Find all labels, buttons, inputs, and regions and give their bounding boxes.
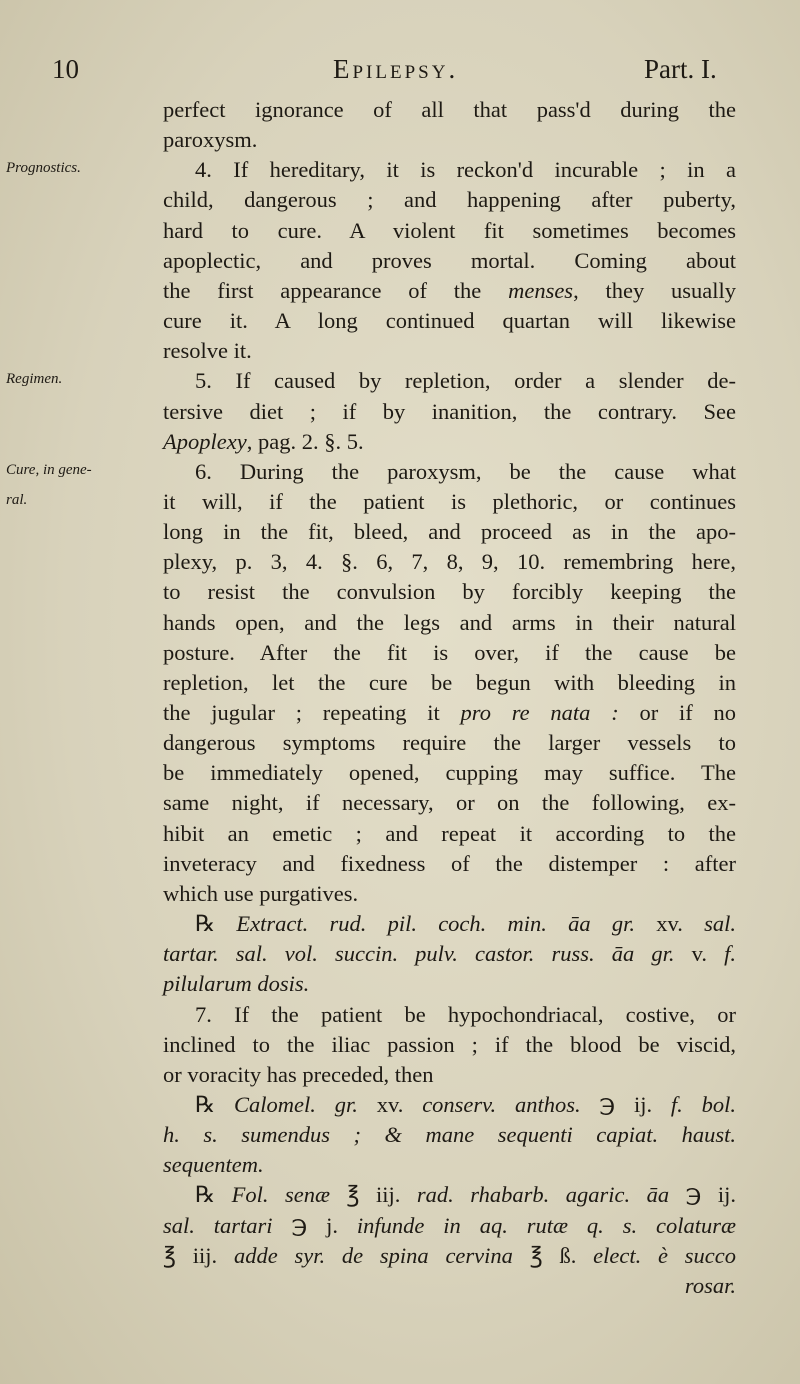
- text-segment: 4. If hereditary, it is reckon'd incurable ; in a: [195, 157, 736, 183]
- text-segment: hibit an emetic ; and repeat it according to the: [163, 820, 736, 846]
- text-segment: same night, if necessary, or on the following, ex-: [163, 790, 736, 816]
- text-segment: tersive diet ; if by inanition, the contrary. See: [163, 398, 736, 424]
- text-line: [163, 1031, 736, 1059]
- italic-text: f.: [724, 941, 736, 967]
- margin-note: Regimen.: [6, 371, 63, 388]
- text-segment: 5. If caused by repletion, order a slender de-: [195, 368, 736, 394]
- text-segment: , pag. 2. §. 5.: [246, 428, 364, 454]
- text-line: [163, 458, 736, 486]
- text-line: [163, 247, 736, 275]
- text-segment: repletion, let the cure be begun with bleeding in: [163, 669, 736, 695]
- margin-note: Cure, in gene-: [6, 461, 92, 478]
- text-line: [163, 428, 736, 456]
- text-segment: , they usually: [573, 277, 737, 303]
- text-segment: cure it. A long continued quartan will likewise: [163, 308, 736, 334]
- text-segment: apoplectic, and proves mortal. Coming about: [163, 247, 736, 273]
- text-line: [163, 1181, 736, 1209]
- text-segment: ℥ iij.: [330, 1182, 417, 1208]
- text-line: [163, 850, 736, 878]
- italic-text: infunde in aq. rutæ q. s. colaturæ: [356, 1212, 736, 1238]
- italic-text: Calomel. gr.: [234, 1091, 358, 1117]
- text-line: [163, 609, 736, 637]
- text-segment: plexy, p. 3, 4. §. 6, 7, 8, 9, 10. remembring here,: [163, 549, 736, 575]
- italic-text: Fol. senæ: [231, 1182, 331, 1208]
- text-line: [163, 639, 736, 667]
- text-segment: child, dangerous ; and happening after puberty,: [163, 187, 736, 213]
- text-line: [163, 156, 736, 184]
- text-segment: hands open, and the legs and arms in their natural: [163, 609, 736, 635]
- italic-text: rosar.: [684, 1272, 736, 1298]
- text-segment: ℞: [195, 1182, 232, 1208]
- text-segment: which use purgatives.: [163, 880, 359, 906]
- italic-text: sal. tartari: [163, 1212, 273, 1238]
- text-segment: ℞: [195, 911, 237, 937]
- text-line: [163, 1151, 736, 1179]
- text-line: [163, 699, 736, 727]
- text-line: [163, 367, 736, 395]
- text-segment: paroxysm.: [163, 127, 258, 153]
- text-segment: ℥ iij.: [163, 1242, 234, 1268]
- text-segment: the first appearance of the: [163, 277, 509, 303]
- text-line: [163, 1061, 736, 1089]
- text-segment: 6. During the paroxysm, be the cause what: [195, 458, 736, 484]
- text-line: [163, 669, 736, 697]
- text-segment: ℈ ij.: [580, 1091, 671, 1117]
- text-segment: dangerous symptoms require the larger vessels to: [163, 730, 736, 756]
- text-line: [163, 126, 736, 154]
- text-line: [163, 729, 736, 757]
- text-segment: ℥ ß.: [512, 1242, 594, 1268]
- italic-text: menses: [508, 277, 574, 303]
- text-line: [163, 759, 736, 787]
- text-segment: perfect ignorance of all that pass'd during the: [163, 97, 736, 122]
- text-segment: ℈ j.: [272, 1212, 357, 1238]
- page-number: 10: [52, 54, 79, 84]
- italic-text: pilularum dosis.: [163, 971, 310, 997]
- italic-text: sequentem.: [163, 1152, 264, 1178]
- text-line: [163, 1272, 736, 1300]
- text-line: [163, 820, 736, 848]
- text-segment: to resist the convulsion by forcibly keeping the: [163, 579, 736, 605]
- text-line: [163, 217, 736, 245]
- text-line: [163, 307, 736, 335]
- text-segment: 7. If the patient be hypochondriacal, costive, or: [195, 1001, 736, 1027]
- italic-text: Apoplexy: [163, 428, 247, 454]
- text-line: [163, 970, 736, 998]
- text-line: [163, 880, 736, 908]
- italic-text: sal.: [704, 911, 736, 937]
- text-line: [163, 1121, 736, 1149]
- italic-text: pro re nata :: [460, 700, 619, 725]
- text-segment: v.: [674, 941, 725, 967]
- italic-text: elect. è succo: [593, 1242, 736, 1268]
- running-title: Epilepsy.: [333, 54, 459, 84]
- text-segment: posture. After the fit is over, if the cause be: [163, 639, 736, 665]
- text-line: [163, 398, 736, 426]
- italic-text: f. bol.: [670, 1091, 736, 1117]
- part-label: Part. I.: [644, 54, 717, 84]
- italic-text: tartar. sal. vol. succin. pulv. castor. russ. āa gr.: [163, 941, 675, 967]
- text-line: [163, 277, 736, 305]
- text-line: [163, 1001, 736, 1029]
- text-line: [163, 337, 736, 365]
- italic-text: Extract. rud. pil. coch. min. āa gr.: [236, 911, 635, 937]
- text-line: [163, 578, 736, 606]
- margin-note: ral.: [6, 491, 28, 508]
- text-segment: or voracity has preceded, then: [163, 1061, 434, 1087]
- text-segment: long in the fit, bleed, and proceed as in the apo-: [163, 519, 736, 545]
- text-line: [163, 910, 736, 938]
- text-segment: xv.: [357, 1091, 423, 1117]
- text-line: [163, 1091, 736, 1119]
- text-line: [163, 96, 736, 124]
- text-line: [163, 940, 736, 968]
- italic-text: adde syr. de spina cervina: [233, 1242, 513, 1268]
- text-line: [163, 1242, 736, 1270]
- text-segment: ℞: [195, 1091, 235, 1117]
- text-segment: the jugular ; repeating it: [163, 700, 461, 725]
- text-line: [163, 548, 736, 576]
- text-segment: it will, if the patient is plethoric, or continues: [163, 488, 736, 514]
- text-segment: be immediately opened, cupping may suffice. The: [163, 760, 736, 786]
- text-segment: hard to cure. A violent fit sometimes becomes: [163, 217, 736, 243]
- italic-text: conserv. anthos.: [422, 1091, 581, 1117]
- margin-note: Prognostics.: [6, 160, 81, 177]
- text-segment: or if no: [618, 700, 736, 725]
- italic-text: rad. rhabarb. agaric. āa: [416, 1182, 670, 1208]
- text-line: [163, 186, 736, 214]
- text-line: [163, 789, 736, 817]
- text-line: [163, 518, 736, 546]
- text-segment: xv.: [634, 911, 705, 937]
- text-segment: resolve it.: [163, 338, 252, 364]
- text-segment: ℈ ij.: [669, 1182, 736, 1208]
- text-line: [163, 488, 736, 516]
- text-segment: inclined to the iliac passion ; if the blood be viscid,: [163, 1031, 736, 1057]
- italic-text: h. s. sumendus ; & mane sequenti capiat. haust.: [163, 1122, 736, 1148]
- text-line: [163, 1212, 736, 1240]
- text-segment: inveteracy and fixedness of the distemper : after: [163, 850, 736, 876]
